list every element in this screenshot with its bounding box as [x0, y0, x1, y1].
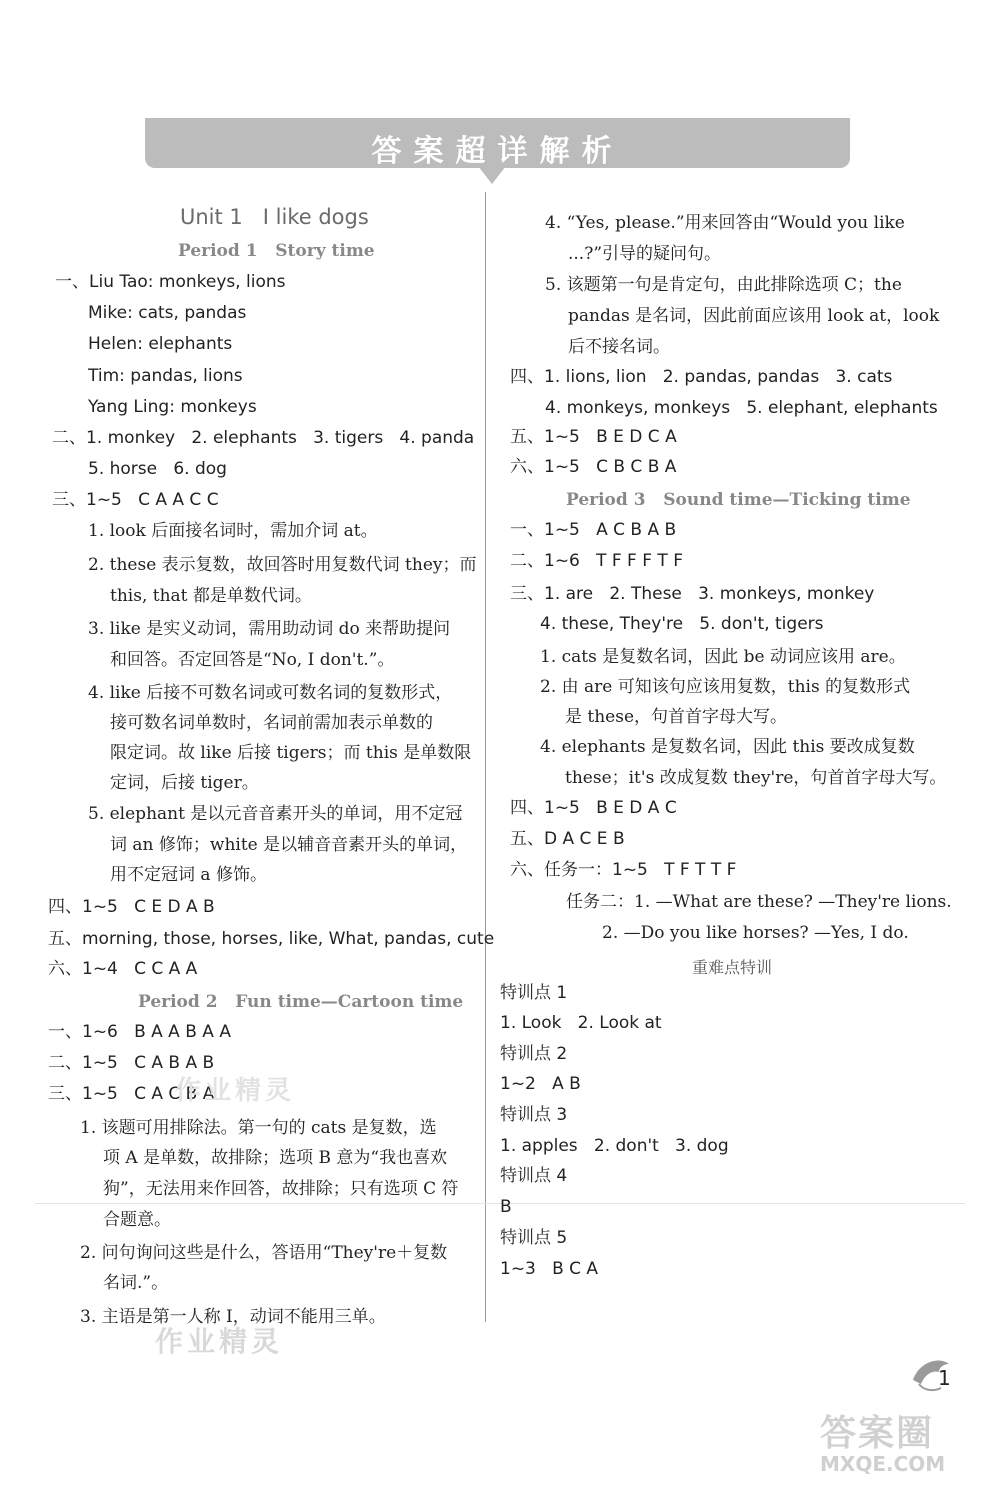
answer-line: 五、1~5 B E D C A: [510, 427, 677, 447]
answer-line: Helen: elephants: [88, 334, 233, 354]
unit-title: Unit 1 I like dogs: [180, 205, 369, 229]
explanation-line: 后不接名词。: [568, 337, 670, 357]
dolphin-icon: [905, 1350, 955, 1395]
answer-line: 三、1~5 C A A C C: [52, 490, 219, 510]
answer-line: 五、morning, those, horses, like, What, pandas, cute: [48, 929, 495, 949]
explanation-line: these；it's 改成复数 they're，句首首字母大写。: [565, 768, 947, 788]
answer-line: 一、Liu Tao: monkeys, lions: [55, 272, 286, 292]
explanation-line: ...?”引导的疑问句。: [568, 244, 722, 264]
explanation-line: 限定词。故 like 后接 tigers；而 this 是单数限: [110, 743, 472, 763]
answer-line: 六、任务一：1~5 T F T T F: [510, 860, 737, 880]
watermark-logo: 作业精灵: [155, 1325, 284, 1358]
answer-line: 二、1. monkey 2. elephants 3. tigers 4. panda: [52, 428, 475, 448]
explanation-line: 狗”，无法用来作回答，故排除；只有选项 C 符: [103, 1179, 459, 1199]
answer-line: 4. monkeys, monkeys 5. elephant, elephants: [545, 398, 938, 418]
training-label: 特训点 1: [500, 983, 568, 1003]
answer-line: 三、1. are 2. These 3. monkeys, monkey: [510, 584, 875, 604]
explanation-line: 名词.”。: [103, 1273, 169, 1293]
answer-line: 六、1~5 C B C B A: [510, 457, 677, 477]
answer-line: 1. Look 2. Look at: [500, 1013, 662, 1033]
explanation-line: 2. these 表示复数，故回答时用复数代词 they；而: [88, 555, 477, 575]
answer-line: Tim: pandas, lions: [88, 366, 243, 386]
page-number: 1: [938, 1366, 951, 1390]
answer-line: 五、D A C E B: [510, 829, 625, 849]
explanation-line: 和回答。否定回答是“No, I don't.”。: [110, 650, 395, 670]
explanation-line: this, that 都是单数代词。: [110, 586, 312, 606]
answer-line: 四、1~5 B E D A C: [510, 798, 677, 818]
explanation-line: 是 these，句首首字母大写。: [565, 707, 788, 727]
answer-line: Yang Ling: monkeys: [88, 397, 257, 417]
explanation-line: 2. 由 are 可知该句应该用复数，this 的复数形式: [540, 677, 911, 697]
explanation-line: 项 A 是单数，故排除；选项 B 意为“我也喜欢: [103, 1148, 448, 1168]
answer-line: 任务二：1. —What are these? —They're lions.: [566, 892, 952, 912]
training-label: 特训点 3: [500, 1105, 568, 1125]
answer-line: 一、1~6 B A A B A A: [48, 1022, 231, 1042]
explanation-line: 4. like 后接不可数名词或可数名词的复数形式，: [88, 683, 453, 703]
answer-line: 1~3 B C A: [500, 1259, 599, 1279]
banner-title: 答案超详解析: [371, 134, 624, 169]
answer-line: 1~2 A B: [500, 1074, 581, 1094]
answer-line: 六、1~4 C C A A: [48, 959, 198, 979]
training-label: 特训点 5: [500, 1228, 568, 1248]
explanation-line: 词 an 修饰；white 是以辅音音素开头的单词，: [110, 835, 468, 855]
explanation-line: pandas 是名词，因此前面应该用 look at，look: [568, 306, 940, 326]
training-label: 特训点 4: [500, 1166, 568, 1186]
explanation-line: 接可数名词单数时，名词前需加表示单数的: [110, 713, 433, 733]
explanation-line: 用不定冠词 a 修饰。: [110, 865, 267, 885]
period-2-heading: Period 2 Fun time—Cartoon time: [138, 992, 464, 1012]
answer-line: 4. these, They're 5. don't, tigers: [540, 614, 824, 634]
watermark-logo: 答案圈: [820, 1413, 935, 1454]
answer-line: 三、1~5 C A C B A: [48, 1084, 215, 1104]
column-divider: [485, 192, 486, 1322]
key-training-heading: 重难点特训: [692, 958, 773, 977]
period-3-heading: Period 3 Sound time—Ticking time: [566, 490, 911, 510]
period-1-heading: Period 1 Story time: [178, 241, 375, 261]
answer-line: 1. apples 2. don't 3. dog: [500, 1136, 729, 1156]
answer-line: Mike: cats, pandas: [88, 303, 247, 323]
answer-line: 四、1. lions, lion 2. pandas, pandas 3. cats: [510, 367, 893, 387]
explanation-line: 3. like 是实义动词，需用助动词 do 来帮助提问: [88, 619, 451, 639]
explanation-line: 5. 该题第一句是肯定句，由此排除选项 C；the: [545, 275, 902, 295]
explanation-line: 定词，后接 tiger。: [110, 773, 259, 793]
training-label: 特训点 2: [500, 1044, 568, 1064]
explanation-line: 3. 主语是第一人称 I，动词不能用三单。: [80, 1307, 386, 1327]
watermark-logo: MXQE.COM: [820, 1452, 946, 1476]
explanation-line: 合题意。: [103, 1210, 171, 1230]
watermark-logo: 作业精灵: [175, 1076, 296, 1106]
explanation-line: 4. elephants 是复数名词，因此 this 要改成复数: [540, 737, 915, 757]
answer-line: 2. —Do you like horses? —Yes, I do.: [602, 923, 909, 943]
answer-line: 一、1~5 A C B A B: [510, 520, 677, 540]
explanation-line: 1. cats 是复数名词，因此 be 动词应该用 are。: [540, 647, 906, 667]
answer-line: B: [500, 1197, 512, 1217]
header-banner: [145, 118, 850, 168]
answer-line: 5. horse 6. dog: [88, 459, 227, 479]
answer-line: 二、1~6 T F F F T F: [510, 551, 683, 571]
answer-line: 二、1~5 C A B A B: [48, 1053, 215, 1073]
explanation-line: 2. 问句询问这些是什么，答语用“They're＋复数: [80, 1243, 448, 1263]
banner-notch: [478, 166, 506, 184]
explanation-line: 1. look 后面接名词时，需加介词 at。: [88, 521, 378, 541]
explanation-line: 4. “Yes, please.”用来回答由“Would you like: [545, 213, 905, 233]
explanation-line: 1. 该题可用排除法。第一句的 cats 是复数，选: [80, 1118, 437, 1138]
answer-line: 四、1~5 C E D A B: [48, 897, 215, 917]
explanation-line: 5. elephant 是以元音音素开头的单词，用不定冠: [88, 804, 463, 824]
